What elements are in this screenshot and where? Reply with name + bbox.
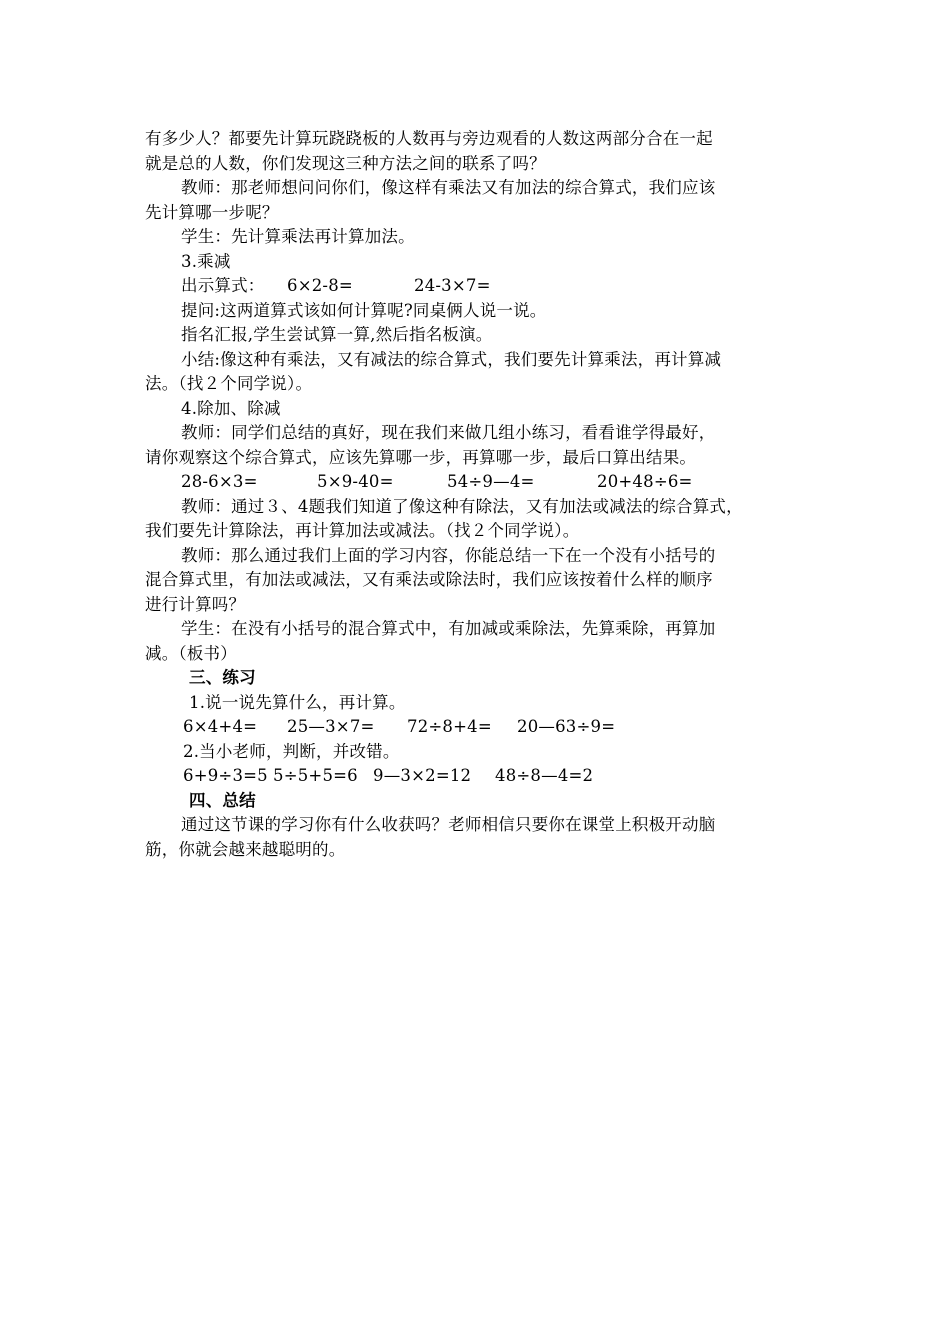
formula: 9—3×2=12 [373,766,472,785]
formula: 5÷5+5=6 [273,766,358,785]
section-subheading: 3.乘减 [181,251,231,271]
text-line: 请你观察这个综合算式，应该先算哪一步，再算哪一步，最后口算出结果。 [145,447,697,467]
text-line: 教师：同学们总结的真好，现在我们来做几组小练习，看看谁学得最好， [181,423,716,442]
text-line: 通过这节课的学习你有什么收获吗？老师相信只要你在课堂上积极开动脑 [181,815,716,834]
text-line: 法。（找２个同学说）。 [145,374,313,393]
formula-label: 出示算式： [181,276,265,295]
formula: 6×2-8= [287,276,353,295]
text-line: 提问:这两道算式该如何计算呢?同桌俩人说一说。 [181,300,547,320]
section-heading: 四、总结 [189,790,256,810]
section-subheading: 4.除加、除减 [181,398,281,418]
formula: 48÷8—4=2 [495,766,594,785]
formula: 20—63÷9= [517,717,616,736]
text-line: 减。（板书） [145,643,237,663]
text-line: 小结:像这种有乘法，又有减法的综合算式，我们要先计算乘法，再计算减 [181,349,722,369]
formula: 6×4+4= [183,717,258,736]
section-heading: 三、练习 [189,668,256,687]
formula-row [145,274,815,299]
text-line: 2.当小老师，判断，并改错。 [183,741,400,761]
formula: 24-3×7= [414,276,491,295]
text-line: 教师：那么通过我们上面的学习内容，你能总结一下在一个没有小括号的 [181,545,716,565]
formula: 25—3×7= [287,717,375,736]
text-line: 筋，你就会越来越聪明的。 [145,839,346,859]
text-line: 进行计算吗？ [145,594,246,614]
formula: 6+9÷3=5 [183,766,268,785]
text-line: 有多少人？都要先计算玩跷跷板的人数再与旁边观看的人数这两部分合在一起 [145,129,713,148]
text-line: 就是总的人数，你们发现这三种方法之间的联系了吗？ [145,153,546,173]
document-body [145,127,815,862]
text-line: 教师：通过３、4题我们知道了像这种有除法，又有加法或减法的综合算式， [181,496,743,516]
text-line: 先计算哪一步呢？ [145,202,279,222]
formula: 28-6×3= [181,472,258,491]
formula: 5×9-40= [317,472,394,491]
formula: 54÷9—4= [447,472,535,491]
text-line: 我们要先计算除法，再计算加法或减法。（找２个同学说）。 [145,521,580,540]
formula-row [145,470,815,495]
text-line: 学生：先计算乘法再计算加法。 [181,227,415,246]
text-line: 混合算式里，有加法或减法，又有乘法或除法时，我们应该按着什么样的顺序 [145,570,713,589]
formula-row [145,764,815,789]
text-line: 指名汇报,学生尝试算一算,然后指名板演。 [181,325,493,344]
formula-row [145,715,815,740]
formula: 72÷8+4= [407,717,492,736]
formula: 20+48÷6= [597,472,693,491]
text-line: 学生：在没有小括号的混合算式中，有加减或乘除法，先算乘除，再算加 [181,619,716,638]
text-line: 1.说一说先算什么，再计算。 [189,692,406,712]
text-line: 教师：那老师想问问你们，像这样有乘法又有加法的综合算式，我们应该 [181,178,716,197]
